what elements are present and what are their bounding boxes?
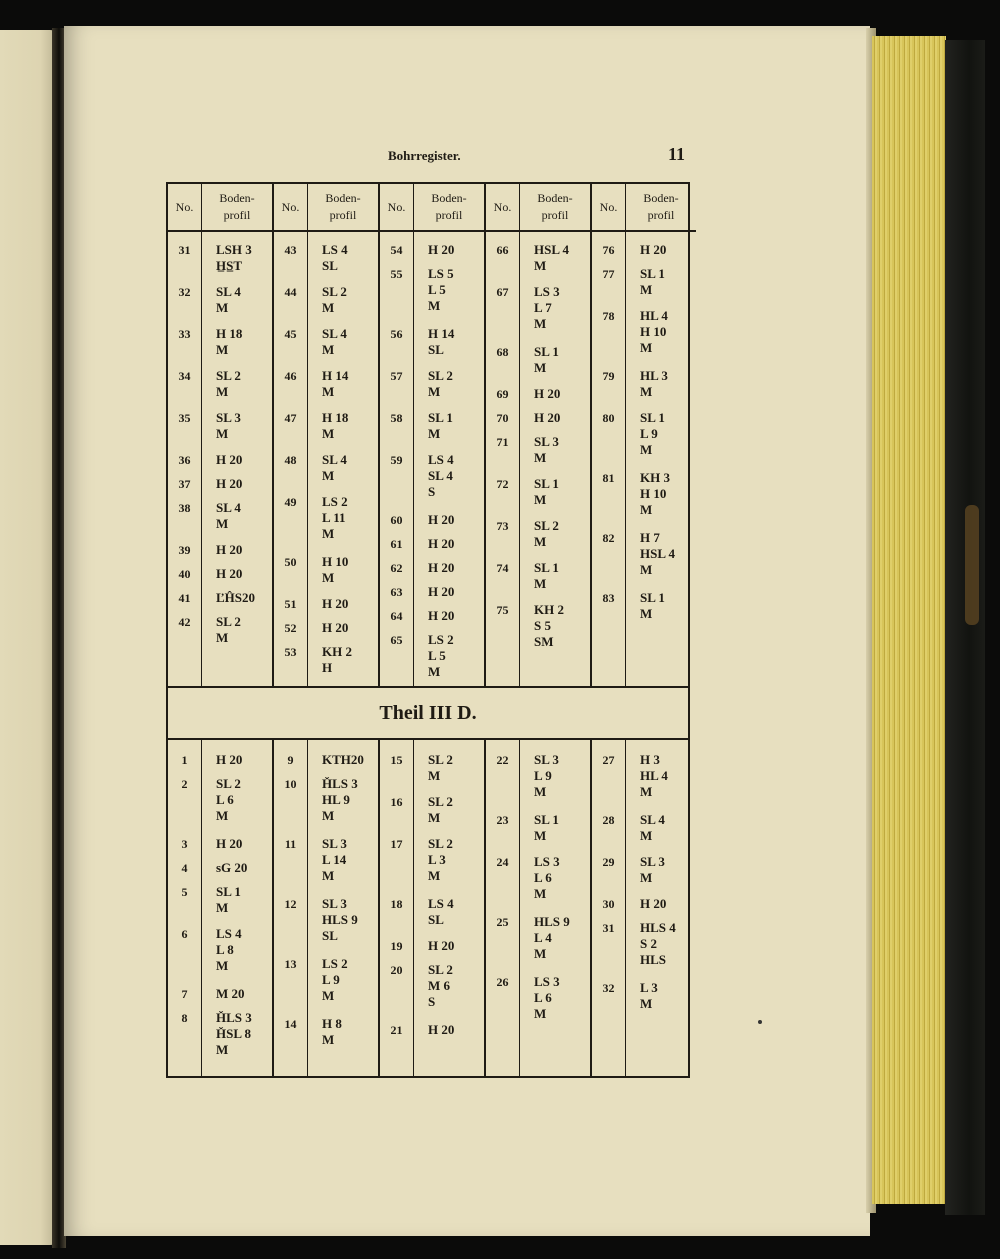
section-title: Theil III D. <box>379 701 477 724</box>
soil-profile: H 20 <box>534 386 561 401</box>
soil-profile: SL 4 M <box>322 452 347 483</box>
soil-profile: M 20 <box>216 986 245 1001</box>
page-speck <box>758 1020 762 1024</box>
no-column <box>486 184 520 686</box>
row-number: 38 <box>178 501 191 515</box>
row-number: 43 <box>284 243 297 257</box>
row-number: 8 <box>181 1011 188 1025</box>
row-number: 52 <box>284 621 297 635</box>
header-profil: Boden- profil <box>414 184 484 232</box>
row-number: 27 <box>602 753 615 767</box>
row-number: 51 <box>284 597 297 611</box>
row-number: 23 <box>496 813 509 827</box>
row-number: 41 <box>178 591 191 605</box>
row-number: 13 <box>284 957 297 971</box>
row-number: 36 <box>178 453 191 467</box>
soil-profile: H 20 <box>428 242 455 257</box>
soil-profile: SL 3 L 9 M <box>534 752 559 799</box>
soil-profile: HLS 9 L 4 M <box>534 914 570 961</box>
soil-profile: H 20 <box>216 476 243 491</box>
row-number: 4 <box>181 861 188 875</box>
page-number: 11 <box>668 144 686 164</box>
profil-column <box>520 184 590 686</box>
column-group <box>592 740 696 1076</box>
soil-profile: LS 4 SL <box>322 242 348 273</box>
row-number: 40 <box>178 567 191 581</box>
soil-profile: LS 4 L 8 M <box>216 926 242 973</box>
row-number: 67 <box>496 285 509 299</box>
soil-profile: SL 2 M <box>216 614 241 645</box>
soil-profile: SL 1 M <box>428 410 453 441</box>
no-column <box>274 184 308 686</box>
row-number: 77 <box>602 267 615 281</box>
gilt-page-edges <box>872 36 946 1204</box>
row-number: 78 <box>602 309 615 323</box>
row-number: 21 <box>390 1023 403 1037</box>
header-no: No. <box>274 184 307 232</box>
row-number: 17 <box>390 837 403 851</box>
soil-profile: H 20 <box>428 584 455 599</box>
soil-profile: H 20 <box>216 542 243 557</box>
row-number: 32 <box>178 285 191 299</box>
soil-profile: H 20 <box>216 836 243 851</box>
soil-profile: H 3 HL 4 M <box>640 752 668 799</box>
row-number: 28 <box>602 813 615 827</box>
row-number: 49 <box>284 495 297 509</box>
row-number: 3 <box>181 837 188 851</box>
soil-profile: LSH 3 H̲S̲T <box>216 242 252 273</box>
row-number: 72 <box>496 477 509 491</box>
row-number: 58 <box>390 411 403 425</box>
row-number: 18 <box>390 897 403 911</box>
row-number: 9 <box>287 753 294 767</box>
soil-profile: SL 3 M <box>640 854 665 885</box>
soil-profile: SL 2 M <box>322 284 347 315</box>
row-number: 31 <box>602 921 615 935</box>
soil-profile: H 20 <box>428 608 455 623</box>
soil-profile: H 20 <box>428 560 455 575</box>
soil-profile: KH 2 S 5 SM <box>534 602 564 649</box>
soil-profile: H 20 <box>428 938 455 953</box>
row-number: 20 <box>390 963 403 977</box>
row-number: 65 <box>390 633 403 647</box>
row-number: 12 <box>284 897 297 911</box>
soil-profile: ȞLS 3 HL 9 M <box>322 776 358 823</box>
column-group <box>380 740 486 1076</box>
profil-column <box>414 740 484 1076</box>
cover-damage <box>965 505 979 625</box>
row-number: 2 <box>181 777 188 791</box>
row-number: 47 <box>284 411 297 425</box>
row-number: 68 <box>496 345 509 359</box>
row-number: 70 <box>496 411 509 425</box>
row-number: 55 <box>390 267 403 281</box>
row-number: 81 <box>602 471 615 485</box>
row-number: 33 <box>178 327 191 341</box>
soil-profile: H 20 <box>322 620 349 635</box>
profil-column <box>202 184 272 686</box>
soil-profile: H 20 <box>640 242 667 257</box>
soil-profile: SL 2 M 6 S <box>428 962 453 1009</box>
row-number: 15 <box>390 753 403 767</box>
row-number: 56 <box>390 327 403 341</box>
header-no: No. <box>592 184 625 232</box>
no-column <box>380 184 414 686</box>
no-column <box>380 740 414 1076</box>
row-number: 79 <box>602 369 615 383</box>
header-profil: Boden- profil <box>202 184 272 232</box>
row-number: 5 <box>181 885 188 899</box>
row-number: 69 <box>496 387 509 401</box>
row-number: 48 <box>284 453 297 467</box>
row-number: 74 <box>496 561 509 575</box>
no-column <box>486 740 520 1076</box>
soil-profile: H 20 <box>216 452 243 467</box>
soil-profile: LS 2 L 9 M <box>322 956 348 1003</box>
soil-profile: H 10 M <box>322 554 349 585</box>
soil-profile: KH 2 H <box>322 644 352 675</box>
soil-profile: SL 4 M <box>216 500 241 531</box>
row-number: 60 <box>390 513 403 527</box>
column-group <box>168 184 274 686</box>
soil-profile: SL 4 M <box>216 284 241 315</box>
soil-profile: SL 2 M <box>428 368 453 399</box>
column-group <box>486 184 592 686</box>
row-number: 16 <box>390 795 403 809</box>
soil-profile: SL 2 M <box>216 368 241 399</box>
soil-profile: SL 1 M <box>534 476 559 507</box>
row-number: 29 <box>602 855 615 869</box>
soil-profile: LS 3 L 7 M <box>534 284 560 331</box>
row-number: 37 <box>178 477 191 491</box>
profil-column <box>626 184 696 686</box>
row-number: 45 <box>284 327 297 341</box>
soil-profile: HL 3 M <box>640 368 668 399</box>
no-column <box>592 740 626 1076</box>
row-number: 46 <box>284 369 297 383</box>
no-column <box>168 740 202 1076</box>
left-page-edge <box>0 30 58 1245</box>
row-number: 26 <box>496 975 509 989</box>
soil-profile: SL 3 HLS 9 SL <box>322 896 358 943</box>
soil-profile: LS 2 L 5 M <box>428 632 454 679</box>
soil-profile: SL 1 M <box>216 884 241 915</box>
header-no: No. <box>486 184 519 232</box>
book-cover <box>945 40 985 1215</box>
row-number: 53 <box>284 645 297 659</box>
row-number: 22 <box>496 753 509 767</box>
row-number: 66 <box>496 243 509 257</box>
row-number: 64 <box>390 609 403 623</box>
row-number: 80 <box>602 411 615 425</box>
soil-profile: SL 3 M <box>216 410 241 441</box>
soil-profile: SL 4 M <box>640 812 665 843</box>
row-number: 1 <box>181 753 188 767</box>
soil-profile: SL 2 L 6 M <box>216 776 241 823</box>
profil-column <box>626 740 696 1076</box>
soil-profile: H 20 <box>216 566 243 581</box>
column-group <box>380 184 486 686</box>
no-column <box>274 740 308 1076</box>
soil-profile: H 8 M <box>322 1016 342 1047</box>
row-number: 63 <box>390 585 403 599</box>
header-no: No. <box>380 184 413 232</box>
soil-profile: H 14 SL <box>428 326 455 357</box>
row-number: 42 <box>178 615 191 629</box>
row-number: 6 <box>181 927 188 941</box>
soil-profile: SL 3 L 14 M <box>322 836 347 883</box>
row-number: 31 <box>178 243 191 257</box>
soil-profile: HL 4 H 10 M <box>640 308 668 355</box>
soil-profile: SL 2 M <box>534 518 559 549</box>
soil-profile: ĽĤS20 <box>216 590 256 605</box>
row-number: 75 <box>496 603 509 617</box>
table-part-bottom <box>168 740 688 1076</box>
soil-profile: SL 1 L 9 M <box>640 410 665 457</box>
profil-column <box>414 184 484 686</box>
column-group <box>274 184 380 686</box>
soil-profile: LS 5 L 5 M <box>428 266 454 313</box>
row-number: 10 <box>284 777 297 791</box>
soil-profile: H 18 M <box>322 410 349 441</box>
soil-profile: SL 2 M <box>428 794 453 825</box>
row-number: 62 <box>390 561 403 575</box>
soil-profile: H 20 <box>322 596 349 611</box>
soil-profile: SL 1 M <box>640 266 665 297</box>
soil-profile: SL 1 M <box>534 344 559 375</box>
soil-profile: H 14 M <box>322 368 349 399</box>
no-column <box>168 184 202 686</box>
soil-profile: SL 2 M <box>428 752 453 783</box>
row-number: 54 <box>390 243 403 257</box>
soil-profile: LS 2 L 11 M <box>322 494 348 541</box>
row-number: 50 <box>284 555 297 569</box>
soil-profile: LS 4 SL <box>428 896 454 927</box>
soil-profile: LS 3 L 6 M <box>534 854 560 901</box>
row-number: 35 <box>178 411 191 425</box>
soil-profile: H 20 <box>216 752 243 767</box>
column-group <box>592 184 696 686</box>
soil-profile: SL 2 L 3 M <box>428 836 453 883</box>
row-number: 59 <box>390 453 403 467</box>
row-number: 44 <box>284 285 297 299</box>
soil-profile: SL 1 M <box>534 560 559 591</box>
no-column <box>592 184 626 686</box>
row-number: 32 <box>602 981 615 995</box>
row-number: 19 <box>390 939 403 953</box>
soil-profile: H 18 M <box>216 326 243 357</box>
profil-column <box>520 740 590 1076</box>
column-group <box>274 740 380 1076</box>
header-no: No. <box>168 184 201 232</box>
row-number: 61 <box>390 537 403 551</box>
soil-profile: HLS 4 S 2 HLS <box>640 920 676 967</box>
soil-profile: SL 1 M <box>640 590 665 621</box>
column-group <box>486 740 592 1076</box>
soil-profile: SL 4 M <box>322 326 347 357</box>
row-number: 24 <box>496 855 509 869</box>
soil-profile: H 20 <box>640 896 667 911</box>
row-number: 73 <box>496 519 509 533</box>
header-profil: Boden- profil <box>626 184 696 232</box>
profil-column <box>202 740 272 1076</box>
row-number: 76 <box>602 243 615 257</box>
section-band <box>168 686 688 740</box>
soil-profile: SL 1 M <box>534 812 559 843</box>
row-number: 25 <box>496 915 509 929</box>
row-number: 7 <box>181 987 188 1001</box>
row-number: 30 <box>602 897 615 911</box>
soil-profile: H 20 <box>428 1022 455 1037</box>
column-group <box>168 740 274 1076</box>
profil-column <box>308 740 378 1076</box>
soil-profile: LS 4 SL 4 S <box>428 452 454 499</box>
row-number: 14 <box>284 1017 297 1031</box>
soil-profile: LS 3 L 6 M <box>534 974 560 1021</box>
row-number: 71 <box>496 435 509 449</box>
soil-profile: HSL 4 M <box>534 242 570 273</box>
soil-profile: ȞLS 3 ȞSL 8 M <box>216 1010 252 1057</box>
row-number: 34 <box>178 369 191 383</box>
row-number: 82 <box>602 531 615 545</box>
table-part-top <box>168 184 688 686</box>
soil-profile: H 7 HSL 4 M <box>640 530 676 577</box>
soil-profile: H 20 <box>428 512 455 527</box>
header-profil: Boden- profil <box>520 184 590 232</box>
soil-profile: H 20 <box>534 410 561 425</box>
soil-profile: L 3 M <box>640 980 658 1011</box>
row-number: 57 <box>390 369 403 383</box>
row-number: 39 <box>178 543 191 557</box>
soil-profile: H 20 <box>428 536 455 551</box>
soil-profile: KTH20 <box>322 752 364 767</box>
row-number: 83 <box>602 591 615 605</box>
row-number: 11 <box>284 837 297 851</box>
bohrregister-table <box>166 182 690 1078</box>
profil-column <box>308 184 378 686</box>
running-title: Bohrregister. <box>388 148 461 163</box>
soil-profile: sG 20 <box>216 860 248 875</box>
soil-profile: KH 3 H 10 M <box>640 470 670 517</box>
soil-profile: SL 3 M <box>534 434 559 465</box>
header-profil: Boden- profil <box>308 184 378 232</box>
